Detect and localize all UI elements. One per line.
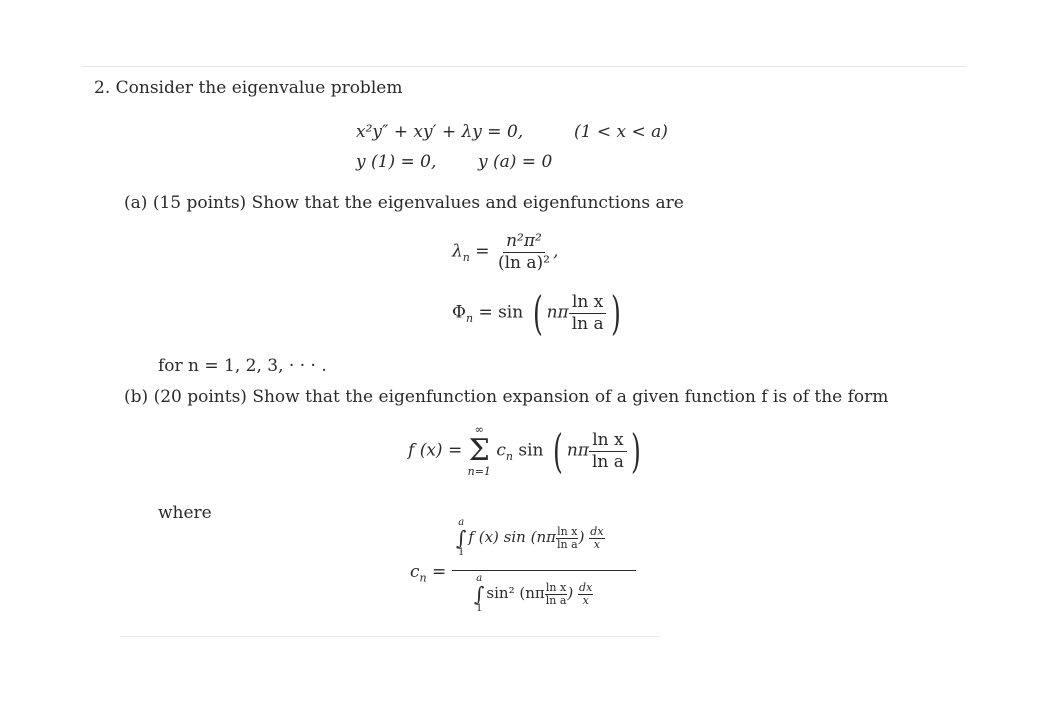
numerator-body: f (x) sin (nπ: [468, 528, 556, 546]
num-x: x: [593, 537, 601, 551]
summation: [468, 424, 491, 478]
num-int-upper: a: [458, 517, 465, 528]
coefficient-c: c: [496, 440, 506, 461]
sigma-icon: Σ: [468, 433, 490, 469]
numerator-close: ): [578, 528, 585, 546]
coefficient-subscript: n: [505, 449, 513, 463]
bottom-divider: [120, 636, 660, 637]
phi-symbol: Φ: [452, 302, 466, 323]
left-paren-icon: (: [532, 286, 543, 340]
problem-number: 2.: [94, 78, 111, 98]
lambda-symbol: λ: [452, 241, 463, 262]
right-paren-icon: ): [630, 424, 641, 479]
den-int-upper: a: [476, 573, 483, 584]
num-inner-fraction: [556, 526, 579, 550]
ode-equation: x²y″ + xy′ + λy = 0,: [356, 122, 524, 142]
integral-icon: ∫: [474, 582, 485, 606]
sum-upper-limit: ∞: [474, 423, 484, 436]
den-inner-numerator: ln x: [545, 580, 567, 594]
phi-numerator: ln x: [569, 293, 606, 314]
num-inner-denominator: ln a: [556, 537, 578, 551]
arg-prefix: nπ: [566, 440, 589, 461]
num-int-lower: 1: [458, 547, 465, 558]
sum-lower-limit: n=1: [467, 465, 491, 479]
part-a-label: (a): [124, 193, 148, 213]
cn-lhs: [410, 562, 446, 584]
part-a-heading: [124, 193, 684, 213]
where-label: where: [158, 503, 212, 523]
top-divider: [82, 66, 966, 67]
eigenvalue-fraction: [495, 232, 553, 272]
part-b-label: (b): [124, 387, 149, 407]
cn-fraction-bar: [452, 570, 636, 571]
phi-subscript: n: [465, 311, 474, 325]
ode-domain: (1 < x < a): [574, 122, 668, 142]
arg-fraction: [589, 431, 627, 471]
denominator-body: sin² (nπ: [486, 584, 545, 602]
arg-numerator: ln x: [589, 431, 626, 452]
numerator-integral: [456, 518, 466, 558]
den-int-lower: 1: [476, 603, 483, 614]
part-b-heading: [124, 387, 888, 407]
cn-denominator: [474, 574, 593, 614]
phi-denominator: ln a: [571, 313, 604, 334]
num-dx-fraction: [589, 526, 604, 550]
num-inner-numerator: ln x: [557, 524, 578, 538]
integral-icon: ∫: [456, 526, 467, 550]
den-x: x: [582, 593, 589, 607]
expansion-formula: [408, 424, 645, 478]
num-dx: dx: [590, 524, 604, 538]
cn-subscript: n: [419, 571, 427, 585]
boundary-condition-1: y (1) = 0,: [356, 152, 437, 172]
problem-heading: [94, 78, 402, 98]
cn-symbol: c: [410, 562, 420, 582]
den-inner-fraction: [545, 582, 568, 606]
phi-arg-prefix: nπ: [546, 302, 569, 323]
denominator-close: ): [567, 584, 574, 602]
phi-equals-sin: = sin: [478, 302, 524, 323]
phi-fraction: [569, 293, 607, 333]
part-b-text: (20 points) Show that the eigenfunction expansion of a given function f is of the form: [153, 387, 889, 407]
eigenfunction-formula: [452, 286, 625, 340]
lambda-subscript: n: [462, 251, 470, 265]
right-paren-icon: ): [610, 286, 621, 340]
den-inner-denominator: ln a: [545, 593, 567, 607]
left-paren-icon: (: [552, 424, 563, 479]
eigenvalue-numerator: n²π²: [503, 232, 545, 253]
arg-denominator: ln a: [591, 451, 624, 472]
den-dx-fraction: [578, 582, 593, 606]
eigenvalue-denominator: (ln a)²: [497, 252, 550, 273]
part-a-text: (15 points) Show that the eigenvalues and eigenfunctions are: [152, 193, 684, 213]
den-dx: dx: [579, 580, 593, 594]
denominator-integral: [474, 574, 484, 614]
sin-function: sin: [518, 440, 544, 461]
cn-numerator: [456, 518, 605, 558]
eigenvalue-comma: ,: [552, 241, 559, 262]
problem-intro: Consider the eigenvalue problem: [115, 78, 403, 98]
expansion-lhs: f (x) =: [408, 440, 463, 461]
boundary-condition-2: y (a) = 0: [478, 152, 553, 172]
part-a-range: for n = 1, 2, 3, · · · .: [158, 356, 327, 376]
eigenvalue-formula: $\lambda_n$ = $\frac{\text{n²π²}}{\text{(ln a)²}}$ ,: [452, 231, 559, 273]
cn-equals: =: [432, 562, 447, 582]
